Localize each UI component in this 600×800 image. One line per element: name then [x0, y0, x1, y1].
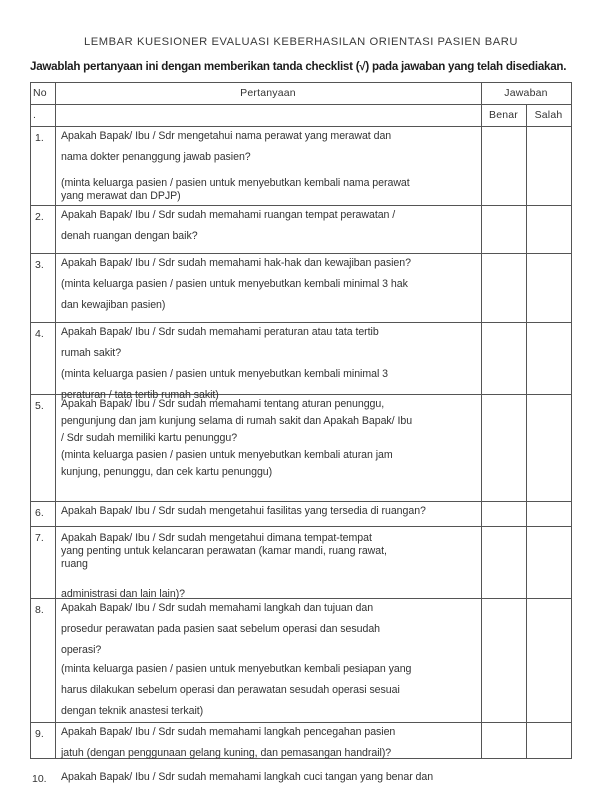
col-divider-no — [55, 82, 56, 758]
question-text: Apakah Bapak/ Ibu / Sdr sudah mengetahui dimana tempat-tempat yang penting untuk kelancaran perawatan (kamar mandi, ruang rawat, ruang — [61, 532, 387, 570]
page-title: LEMBAR KUESIONER EVALUASI KEBERHASILAN ORIENTASI PASIEN BARU — [84, 36, 518, 48]
row-number: 6. — [35, 507, 44, 519]
question-note: administrasi dan lain lain)? — [61, 588, 186, 600]
question-note: (minta keluarga pasien / pasien untuk menyebutkan kembali pesiapan yang harus dilakukan sebelum operasi dan perawatan sesudah operasi sesuai dengan teknik anastesi terkait) — [61, 663, 412, 717]
header-no-sub: . — [33, 109, 37, 121]
table-border-top — [30, 82, 572, 83]
question-text: Apakah Bapak/ Ibu / Sdr sudah mengetahui fasilitas yang tersedia di ruangan? — [61, 505, 426, 517]
header-split-line — [30, 104, 572, 105]
header-benar: Benar — [488, 109, 519, 121]
question-text: Apakah Bapak/ Ibu / Sdr sudah memahami langkah cuci tangan yang benar dan — [61, 771, 434, 783]
question-text: Apakah Bapak/ Ibu / Sdr sudah memahami langkah pencegahan pasien jatuh (dengan penggunaan gelang kuning, dan pemasangan handrail)? — [61, 726, 396, 759]
table-border-left — [30, 82, 31, 758]
question-note: (minta keluarga pasien / pasien untuk menyebutkan kembali nama perawat yang merawat dan DPJP) — [61, 177, 410, 202]
header-answer: Jawaban — [504, 87, 548, 99]
row-number: 1. — [35, 132, 44, 144]
instruction-text: Jawablah pertanyaan ini dengan memberikan tanda checklist (√) pada jawaban yang telah disediakan. — [30, 60, 567, 73]
question-text: Apakah Bapak/ Ibu / Sdr sudah memahami hak-hak dan kewajiban pasien? (minta keluarga pasien / pasien untuk menyebutkan kembali minimal 3 hak dan kewajiban pasien) — [61, 257, 411, 311]
row-number: 7. — [35, 532, 44, 544]
col-divider-answer — [526, 104, 527, 758]
question-text: Apakah Bapak/ Ibu / Sdr sudah memahami tentang aturan penunggu, pengunjung dan jam kunjung selama di rumah sakit dan Apakah Bapak/ Ibu / Sdr sudah memiliki kartu penunggu? (minta keluarga pasien / pasien untuk menyebutkan kembali aturan jam kunjung, penunggu, dan cek kartu penunggu) — [61, 398, 413, 478]
row-number: 3. — [35, 259, 44, 271]
row-divider-6 — [30, 526, 572, 527]
header-salah: Salah — [534, 109, 563, 121]
row-number: 8. — [35, 604, 44, 616]
row-number: 5. — [35, 400, 44, 412]
question-text: Apakah Bapak/ Ibu / Sdr sudah memahami ruangan tempat perawatan / denah ruangan dengan baik? — [61, 209, 396, 242]
col-divider-question — [481, 82, 482, 758]
header-no: No — [33, 87, 47, 99]
header-question: Pertanyaan — [240, 87, 296, 99]
row-number: 4. — [35, 328, 44, 340]
row-number: 9. — [35, 728, 44, 740]
question-text: Apakah Bapak/ Ibu / Sdr sudah memahami peraturan atau tata tertib rumah sakit? (minta keluarga pasien / pasien untuk menyebutkan kembali minimal 3 peraturan / tata tertib rumah sakit) — [61, 326, 388, 401]
table-border-right — [571, 82, 572, 758]
question-text: Apakah Bapak/ Ibu / Sdr mengetahui nama perawat yang merawat dan nama dokter penanggung jawab pasien? — [61, 130, 392, 163]
row-number: 10. — [32, 773, 47, 785]
question-text: Apakah Bapak/ Ibu / Sdr sudah memahami langkah dan tujuan dan prosedur perawatan pada pasien saat sebelum operasi dan sesudah operasi? — [61, 602, 381, 656]
row-number: 2. — [35, 211, 44, 223]
